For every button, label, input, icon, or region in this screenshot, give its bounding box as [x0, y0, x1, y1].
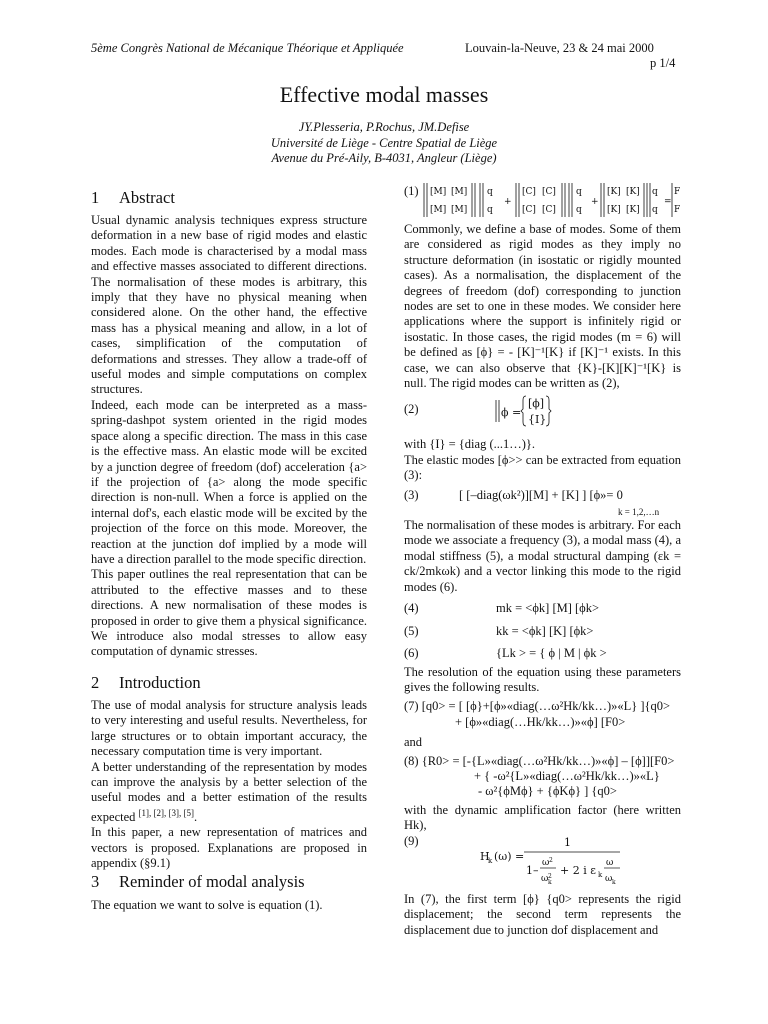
abstract-body — [91, 213, 367, 660]
resolution-paragraph: The resolution of the equation using these parameters gives the following results. — [404, 665, 681, 695]
svg-text:[M]: [M] — [430, 205, 447, 215]
svg-text:q: q — [487, 187, 493, 197]
svg-text:[K]: [K] — [626, 187, 640, 197]
svg-text:=: = — [512, 406, 522, 419]
svg-text:ω: ω — [606, 858, 614, 868]
equation-2-label: (2) — [404, 402, 419, 416]
svg-text:[C]: [C] — [542, 187, 556, 197]
svg-text:[C]: [C] — [522, 187, 536, 197]
svg-text:[K]: [K] — [607, 205, 621, 215]
introduction-paragraph-1: The use of modal analysis for structure analysis leads to very interesting and useful results. Nevertheless, for large structures or to obtain important accuracy, the necessary computation time is very important. — [91, 698, 367, 759]
conference-header: 5ème Congrès National de Mécanique Théorique et Appliquée — [91, 41, 404, 55]
svg-text:ϕ: ϕ — [501, 406, 509, 419]
equation-4: mk = <ϕk] [M] [ϕk> — [496, 601, 600, 615]
location-header: Louvain-la-Neuve, 23 & 24 mai 2000 — [465, 41, 654, 55]
interpretation-paragraph: In (7), the first term [ϕ} {q0> represents the rigid displacement; the second term represents the displacement due to junction dof displacement and — [404, 892, 681, 937]
svg-text:ω: ω — [605, 874, 613, 884]
author-block — [0, 120, 768, 167]
equation-5-label: (5) — [404, 624, 419, 638]
svg-text:[K]: [K] — [607, 187, 621, 197]
author-address: Avenue du Pré-Aily, B-4031, Angleur (Liège) — [271, 151, 497, 165]
svg-text:H: H — [480, 850, 490, 863]
svg-text:ω: ω — [542, 858, 550, 868]
svg-text:=: = — [664, 197, 672, 207]
svg-text:{I}: {I} — [528, 413, 547, 426]
equation-3-index: k = 1,2,…n — [618, 507, 660, 517]
identity-definition: with {I} = {diag (...1…)}. — [404, 437, 536, 451]
amplification-paragraph: with the dynamic amplification factor (here written Hk), — [404, 803, 681, 833]
svg-text:1: 1 — [564, 836, 571, 849]
section-heading-abstract: 1 Abstract — [91, 188, 175, 207]
abstract-paragraph-2: Indeed, each mode can be interpreted as a mass-spring-dashpot system oriented in the rigid modes space along a specific direction. The mass in this case is the effective mass. An elastic mode will be excited by a junction degree of freedom (dof) acceleration {a> if the projection of {a> along the mode specific direction is non-null. When a force is applied on the internal dof's, each elastic mode will be excited by the projection of the force on this mode. Moreover, the reaction at the junction dof implied by a mode will have a direction parallel to the mode specific direction. — [91, 397, 367, 566]
author-names: JY.Plesseria, P.Rochus, JM.Defise — [298, 120, 470, 134]
svg-text:q: q — [487, 205, 493, 215]
elastic-modes-paragraph: The elastic modes [ϕ>> can be extracted from equation (3): — [404, 453, 681, 483]
svg-text:[ϕ]: [ϕ] — [528, 397, 545, 410]
and-text: and — [404, 735, 423, 749]
abstract-paragraph-1: Usual dynamic analysis techniques express structure deformation in a new base of rigid modes and elastic modes. Each mode is characterised by a modal mass and effective masses associated to different directions. The normalisation of these modes is arbitrary, this imply that they have no physical meaning when considered alone. On the other hand, the effective mass has a physical meaning and allow, in a lot of cases, simplification of the computation of deformations and stresses. They allow a trade-off of useful modes and simple computations on complex structures. — [91, 213, 367, 397]
svg-text:2: 2 — [549, 857, 553, 864]
equation-1-matrix — [420, 180, 682, 220]
svg-text:1–: 1– — [526, 864, 539, 877]
svg-text:(ω) =: (ω) = — [494, 850, 525, 863]
introduction-paragraph-3: In this paper, a new representation of matrices and vectors is proposed. Explanations are proposed in appendix (§9.1) — [91, 825, 367, 871]
equation-2-rigid-modes — [494, 392, 554, 430]
equation-3: [ [–diag(ωk²)][M] + [K] ] [ϕ»= 0 — [459, 488, 623, 502]
page-number: p 1/4 — [650, 56, 676, 70]
modes-paragraph: Commonly, we define a base of modes. Some of them are considered as rigid modes as they imply no structure deformation (in isostatic or rigidly mounted cases). As a normalisation, the displacement of the degrees of freedom (dof) corresponding to junction nodes are set to one in these modes. We consider here applications where the support is infinitely rigid or isostatic. In those cases, the rigid modes (m = 6) will be defined as [ϕ} = - [K]⁻¹[K} if [K]⁻¹ exists. In this case, we can also observe that {K}-[K][K]⁻¹[K} is null. The rigid modes can be written as (2), — [404, 222, 681, 391]
section-heading-reminder: 3 Reminder of modal analysis — [91, 872, 305, 891]
svg-text:[M]: [M] — [451, 187, 468, 197]
normalisation-paragraph: The normalisation of these modes is arbitrary. For each mode we associate a frequency (3), a modal mass (4), a modal stiffness (5), a modal structural damping (εk = ck/2mkωk) and a vector linking this mode to the rigid modes (6). — [404, 518, 681, 594]
svg-text:ω: ω — [541, 874, 549, 884]
section-heading-introduction: 2 Introduction — [91, 673, 201, 692]
equation-6-label: (6) — [404, 646, 419, 660]
svg-text:q: q — [652, 205, 658, 215]
equation-3-label: (3) — [404, 488, 419, 502]
citation-refs: [1], [2], [3], [5] — [138, 807, 195, 818]
svg-text:F: F — [674, 205, 681, 215]
svg-text:[K]: [K] — [626, 205, 640, 215]
equation-8-line-3: - ω²{ϕMϕ} + {ϕKϕ} ] {q0> — [478, 784, 617, 798]
introduction-paragraph-2: A better understanding of the representation by modes can improve the analysis by a better selection of the useful modes and a better estimation of the results expected [1], [2], [3], [5]. — [91, 759, 367, 824]
svg-text:+: + — [504, 197, 512, 207]
svg-text:k: k — [612, 879, 616, 886]
svg-text:+: + — [591, 197, 599, 207]
equation-9-amplification-factor — [478, 834, 628, 890]
author-affiliation: Université de Liège - Centre Spatial de Liège — [270, 135, 498, 150]
paper-title: Effective modal masses — [279, 82, 489, 107]
svg-text:q: q — [652, 187, 658, 197]
equation-8-line-2: + { -ω²{L»«diag(…ω²Hk/kk…)»«L} — [474, 769, 660, 783]
introduction-body — [91, 698, 367, 872]
svg-text:k: k — [548, 879, 552, 886]
svg-text:q: q — [576, 187, 582, 197]
svg-text:[M]: [M] — [430, 187, 447, 197]
reminder-paragraph: The equation we want to solve is equation (1). — [91, 898, 323, 912]
svg-text:[C]: [C] — [522, 205, 536, 215]
svg-text:k: k — [488, 857, 493, 865]
svg-text:k: k — [598, 871, 603, 879]
abstract-paragraph-3: This paper outlines the real representation that can be attributed to the effective masses and to these directions. A new normalisation of these modes is proposed in order to give them a physical significance. We introduce also modal stresses to allow easy computation of dynamic stresses. — [91, 567, 367, 659]
equation-9-label: (9) — [404, 834, 419, 848]
equation-8-line-1: (8) {R0> = [-{L»«diag(…ω²Hk/kk…)»«ϕ] – [ϕ]][F0> — [404, 754, 675, 768]
svg-text:2: 2 — [548, 873, 552, 880]
equation-5: kk = <ϕk] [K] [ϕk> — [496, 624, 594, 638]
equation-7-line-1: (7) [q0> = [ [ϕ}+[ϕ»«diag(…ω²Hk/kk…)»«L} ]{q0> — [404, 699, 671, 713]
svg-text:+ 2 i ε: + 2 i ε — [560, 864, 596, 877]
equation-1-label: (1) — [404, 184, 419, 198]
svg-text:[C]: [C] — [542, 205, 556, 215]
svg-text:F: F — [674, 187, 681, 197]
svg-text:q: q — [576, 205, 582, 215]
equation-6: {Lk > = { ϕ | M | ϕk > — [496, 646, 607, 660]
equation-7-line-2: + [ϕ»«diag(…Hk/kk…)»«ϕ] [F0> — [455, 715, 626, 729]
svg-text:[M]: [M] — [451, 205, 468, 215]
equation-4-label: (4) — [404, 601, 419, 615]
